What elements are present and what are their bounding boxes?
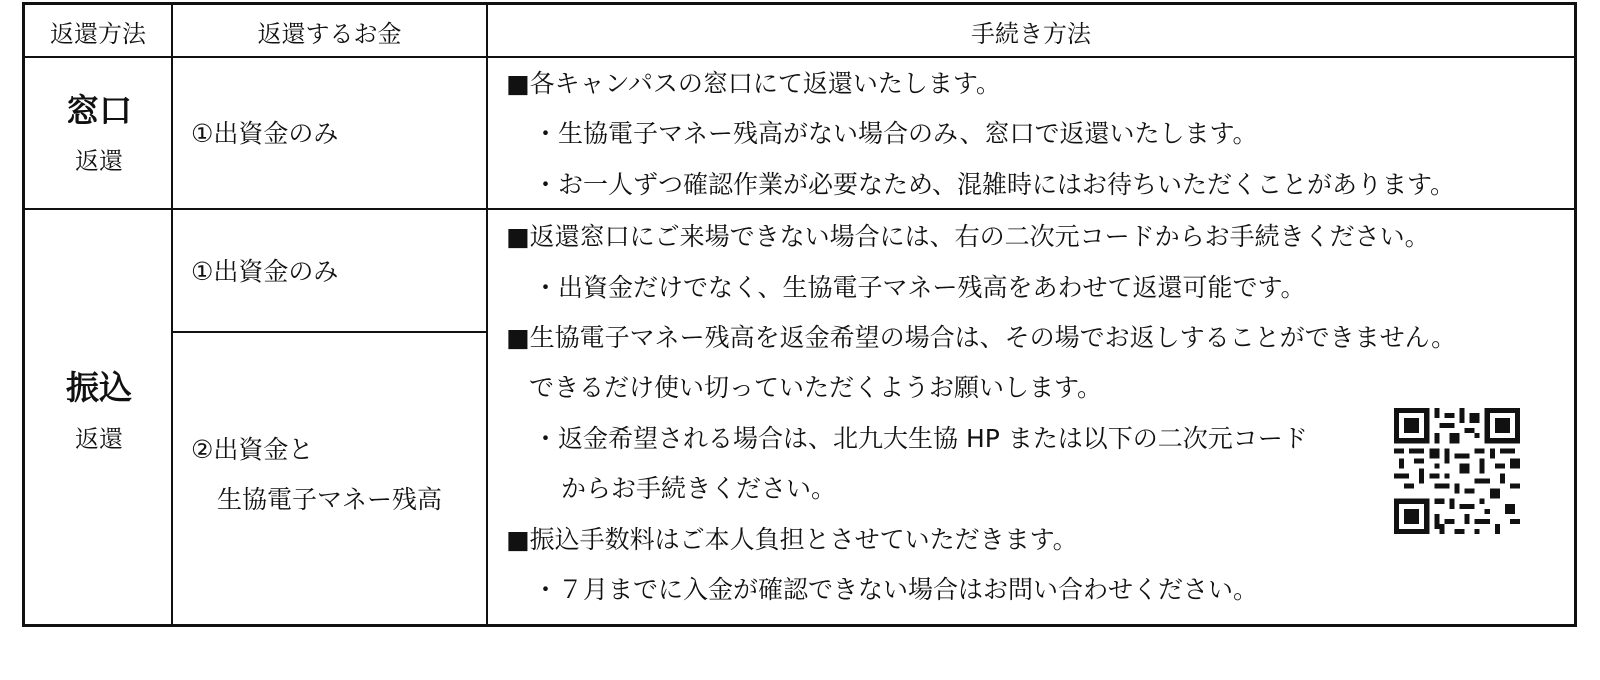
proc-window-line-3: ・お一人ずつ確認作業が必要なため、混雑時にはお待ちいただくことがあります。 xyxy=(533,170,1456,199)
money-transfer-2-line-1: ②出資金と xyxy=(191,435,314,464)
proc-window-line-2: ・生協電子マネー残高がない場合のみ、窓口で返還いたします。 xyxy=(533,119,1258,148)
proc-transfer-line-3: ■生協電子マネー残高を返金希望の場合は、その場でお返しすることができません。 xyxy=(506,323,1457,352)
method-window: 窓口 xyxy=(66,91,132,130)
header-method: 返還方法 xyxy=(50,20,146,48)
proc-transfer-line-6: からお手続きください。 xyxy=(561,474,837,503)
proc-window-line-1: ■各キャンパスの窓口にて返還いたします。 xyxy=(506,69,1001,98)
header-procedure: 手続き方法 xyxy=(971,20,1091,48)
header-money: 返還するお金 xyxy=(257,20,402,48)
money-transfer-1: ①出資金のみ xyxy=(191,257,339,286)
proc-transfer-line-4: できるだけ使い切っていただくようお願いします。 xyxy=(529,373,1103,402)
money-sub-divider xyxy=(171,331,488,333)
method-window-sub: 返還 xyxy=(75,147,123,175)
method-transfer: 振込 xyxy=(66,368,132,407)
proc-transfer-line-7: ■振込手数料はご本人負担とさせていただきます。 xyxy=(506,525,1078,554)
method-transfer-sub: 返還 xyxy=(75,425,123,453)
money-window: ①出資金のみ xyxy=(191,119,339,148)
proc-transfer-line-2: ・出資金だけでなく、生協電子マネー残高をあわせて返還可能です。 xyxy=(533,273,1306,302)
proc-transfer-line-1: ■返還窓口にご来場できない場合には、右の二次元コードからお手続きください。 xyxy=(506,222,1430,251)
money-transfer-2-line-2: 生協電子マネー残高 xyxy=(217,485,443,514)
proc-transfer-line-5: ・返金希望される場合は、北九大生協 HP または以下の二次元コード xyxy=(533,424,1308,453)
return-method-table xyxy=(22,2,1577,627)
qr-code-icon[interactable] xyxy=(1394,408,1520,534)
header-divider xyxy=(25,56,1574,58)
column-divider-2 xyxy=(486,5,488,624)
row-divider xyxy=(25,208,1574,210)
proc-transfer-line-8: ・７月までに入金が確認できない場合はお問い合わせください。 xyxy=(533,575,1259,604)
